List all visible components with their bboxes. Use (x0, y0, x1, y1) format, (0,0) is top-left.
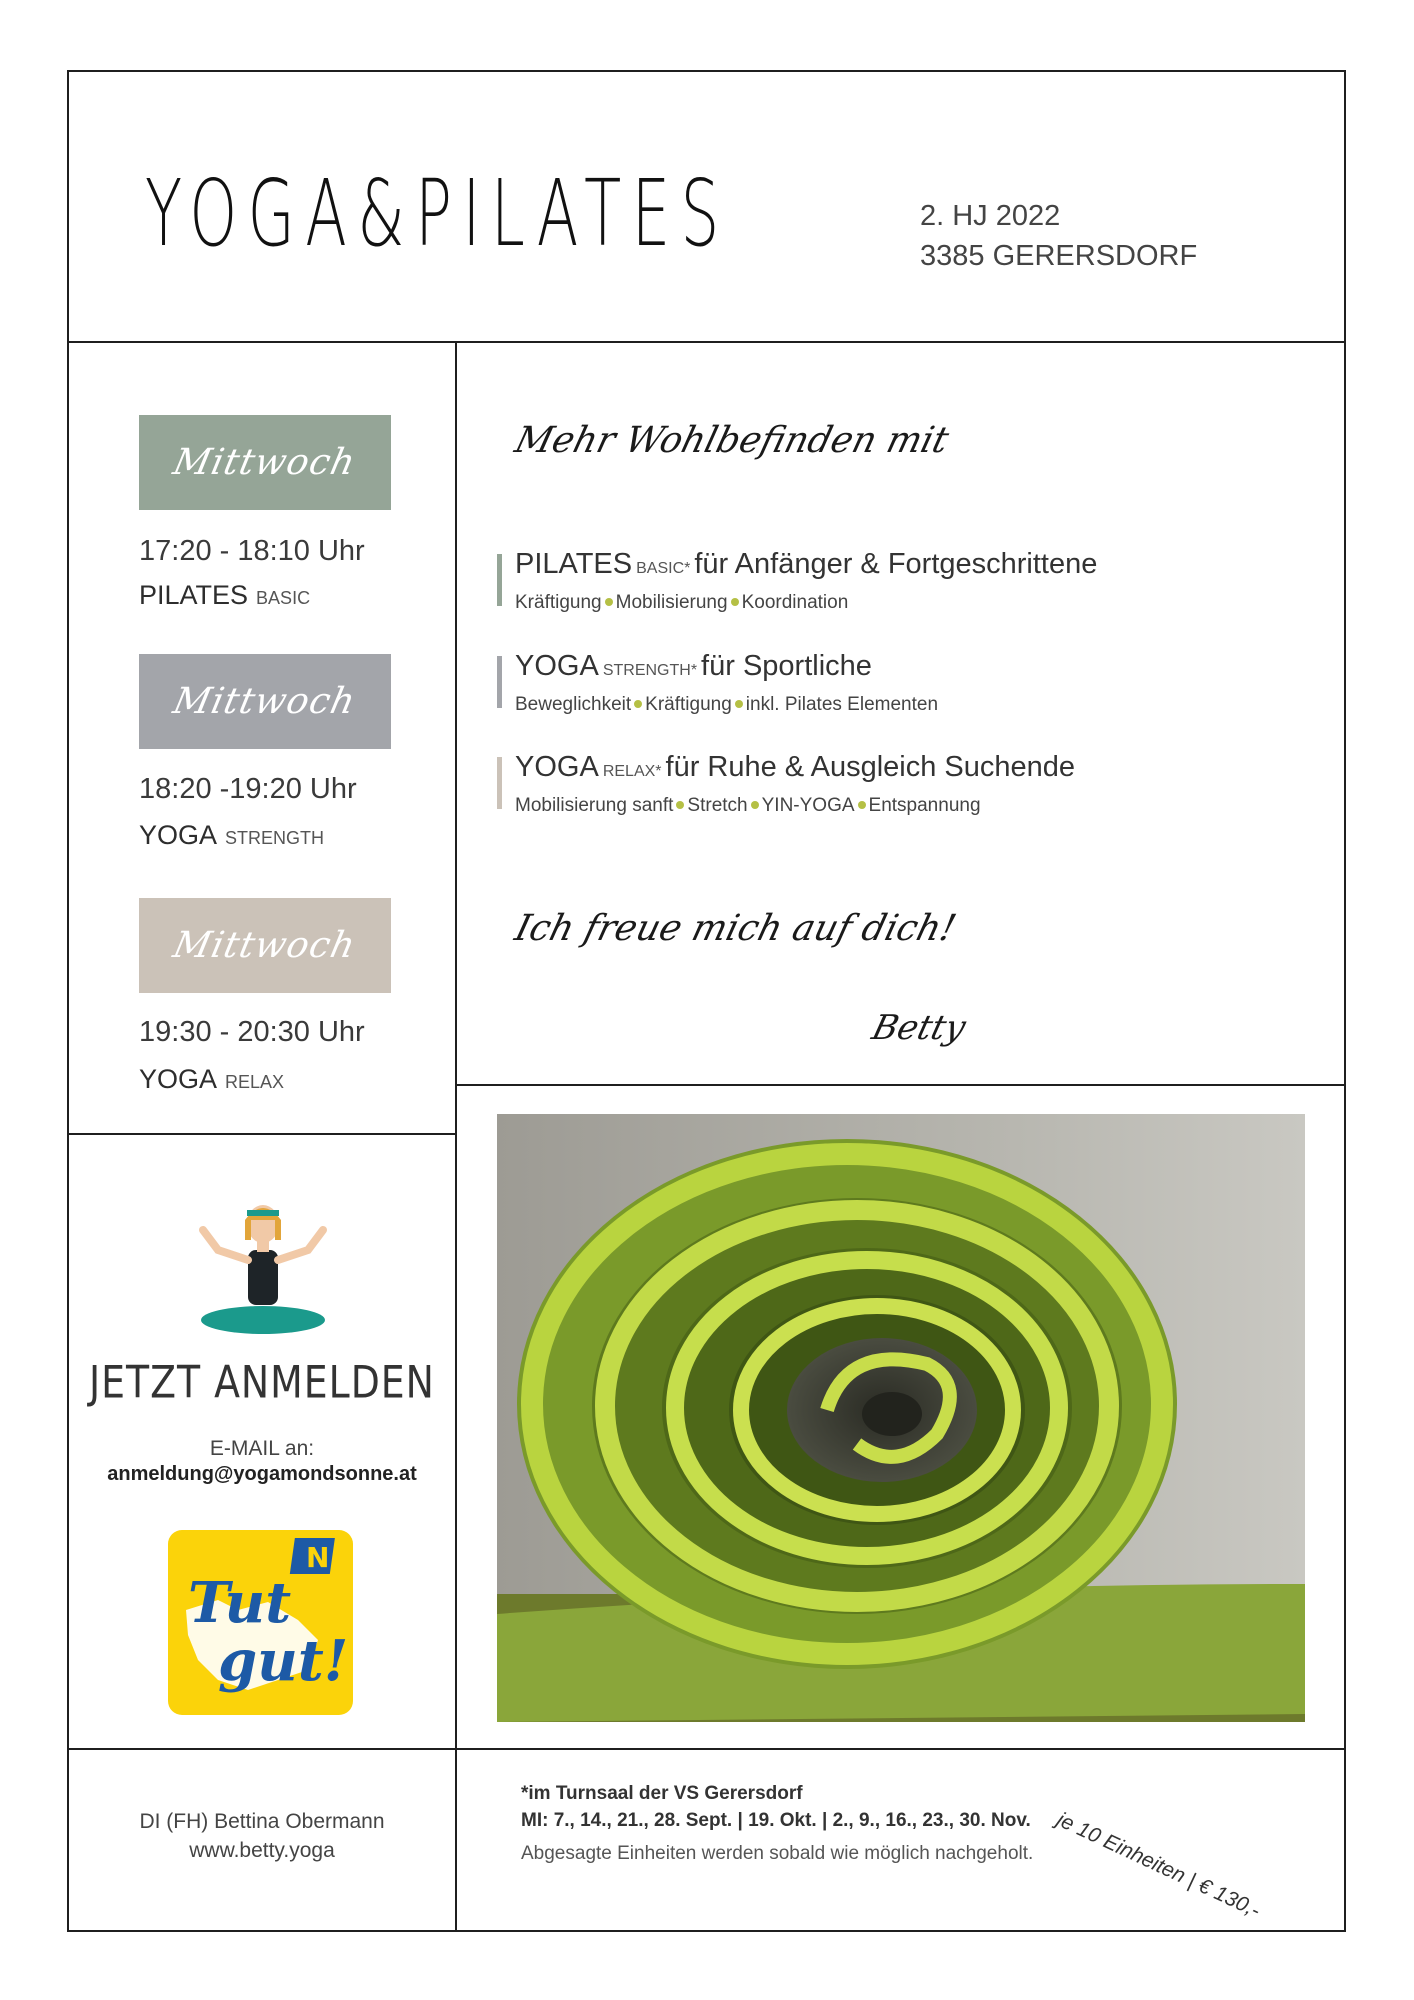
day-label: Mittwoch (170, 681, 360, 722)
offer-target: für Ruhe & Ausgleich Suchende (665, 751, 1076, 783)
offer-details (515, 592, 848, 614)
detail: Kräftigung (645, 694, 732, 715)
offer-category: YOGA (515, 751, 599, 783)
tut-gut-badge (168, 1530, 353, 1715)
course-name: YOGA (139, 1064, 218, 1094)
bullet-dot (731, 598, 739, 606)
yoga-mat-photo (497, 1114, 1305, 1722)
offer-divider (455, 1084, 1346, 1086)
detail: Mobilisierung (615, 592, 728, 613)
bullet-dot (676, 801, 684, 809)
email-label: E-MAIL an: (209, 1437, 315, 1460)
course-level: RELAX (225, 1072, 285, 1092)
offer-bar (497, 554, 502, 606)
offer-target: für Sportliche (701, 650, 872, 682)
detail: YIN-YOGA (761, 795, 855, 816)
footer-price: je 10 Einheiten | € 130,- (1053, 1808, 1264, 1923)
offer-sub: RELAX* (602, 763, 662, 780)
register-heading: JETZT ANMELDEN (89, 1356, 435, 1409)
course-level: STRENGTH (225, 828, 325, 848)
badge-line2: gut! (218, 1628, 349, 1694)
footer-note: Abgesagte Einheiten werden sobald wie möglich nachgeholt. (521, 1843, 1034, 1864)
detail: Stretch (687, 795, 748, 816)
schedule-divider (67, 1133, 457, 1135)
day-box-2 (139, 654, 391, 749)
footer-website[interactable]: www.betty.yoga (189, 1839, 335, 1862)
course-level: BASIC (256, 588, 311, 608)
detail: Kräftigung (515, 592, 602, 613)
badge-corner: N (306, 1541, 330, 1574)
day-label: Mittwoch (170, 442, 360, 483)
schedule-course-3 (139, 1064, 284, 1095)
detail: Koordination (741, 592, 849, 613)
footer-divider (67, 1748, 1346, 1750)
page-title: YOGA&PILATES (145, 160, 730, 267)
schedule-time-2: 18:20 -19:20 Uhr (139, 773, 357, 805)
header-meta (920, 196, 1197, 276)
course-name: YOGA (139, 820, 218, 850)
schedule-course-1 (139, 580, 310, 611)
day-box-3 (139, 898, 391, 993)
footer-name: DI (FH) Bettina Obermann (139, 1810, 385, 1833)
bullet-dot (634, 700, 642, 708)
bullet-dot (735, 700, 743, 708)
footer-venue: *im Turnsaal der VS Gerersdorf (521, 1783, 803, 1804)
left-column-divider (455, 341, 457, 1932)
offer-category: YOGA (515, 650, 599, 682)
badge-line1: Tut (188, 1570, 292, 1636)
detail: Beweglichkeit (515, 694, 632, 715)
offer-title (515, 650, 872, 683)
offer-bar (497, 656, 502, 708)
location: 3385 GERERSDORF (920, 240, 1198, 272)
offer-details (515, 795, 981, 817)
offer-title (515, 548, 1097, 581)
course-name: PILATES (139, 580, 249, 610)
schedule-course-2 (139, 820, 324, 851)
rolled-mat-illustration (497, 1114, 1305, 1722)
detail: Entspannung (868, 795, 981, 816)
detail: inkl. Pilates Elementen (745, 694, 939, 715)
offer-title (515, 751, 1075, 784)
period: 2. HJ 2022 (920, 200, 1061, 232)
header-divider (67, 341, 1346, 343)
detail: Mobilisierung sanft (515, 795, 674, 816)
bullet-dot (605, 598, 613, 606)
footer-dates: MI: 7., 14., 21., 28. Sept. | 19. Okt. | 2., 9., 16., 23., 30. Nov. (521, 1810, 1031, 1831)
schedule-time-1: 17:20 - 18:10 Uhr (139, 535, 365, 567)
email-address[interactable]: anmeldung@yogamondsonne.at (107, 1463, 417, 1485)
schedule-time-3: 19:30 - 20:30 Uhr (139, 1016, 365, 1048)
offer-sub: STRENGTH* (602, 662, 698, 679)
offer-category: PILATES (515, 548, 633, 580)
bullet-dot (751, 801, 759, 809)
day-box-1 (139, 415, 391, 510)
tut-gut-logo (168, 1530, 353, 1715)
bullet-dot (858, 801, 866, 809)
offer-details (515, 694, 938, 716)
intro-text: Mehr Wohlbefinden mit (510, 420, 953, 461)
day-label: Mittwoch (170, 925, 360, 966)
closing-text: Ich freue mich auf dich! (510, 908, 961, 949)
offer-bar (497, 757, 502, 809)
yoga-woman-illustration (193, 1190, 333, 1340)
signature: Betty (868, 1008, 970, 1048)
offer-sub: BASIC* (636, 560, 691, 577)
offer-target: für Anfänger & Fortgeschrittene (694, 548, 1098, 580)
